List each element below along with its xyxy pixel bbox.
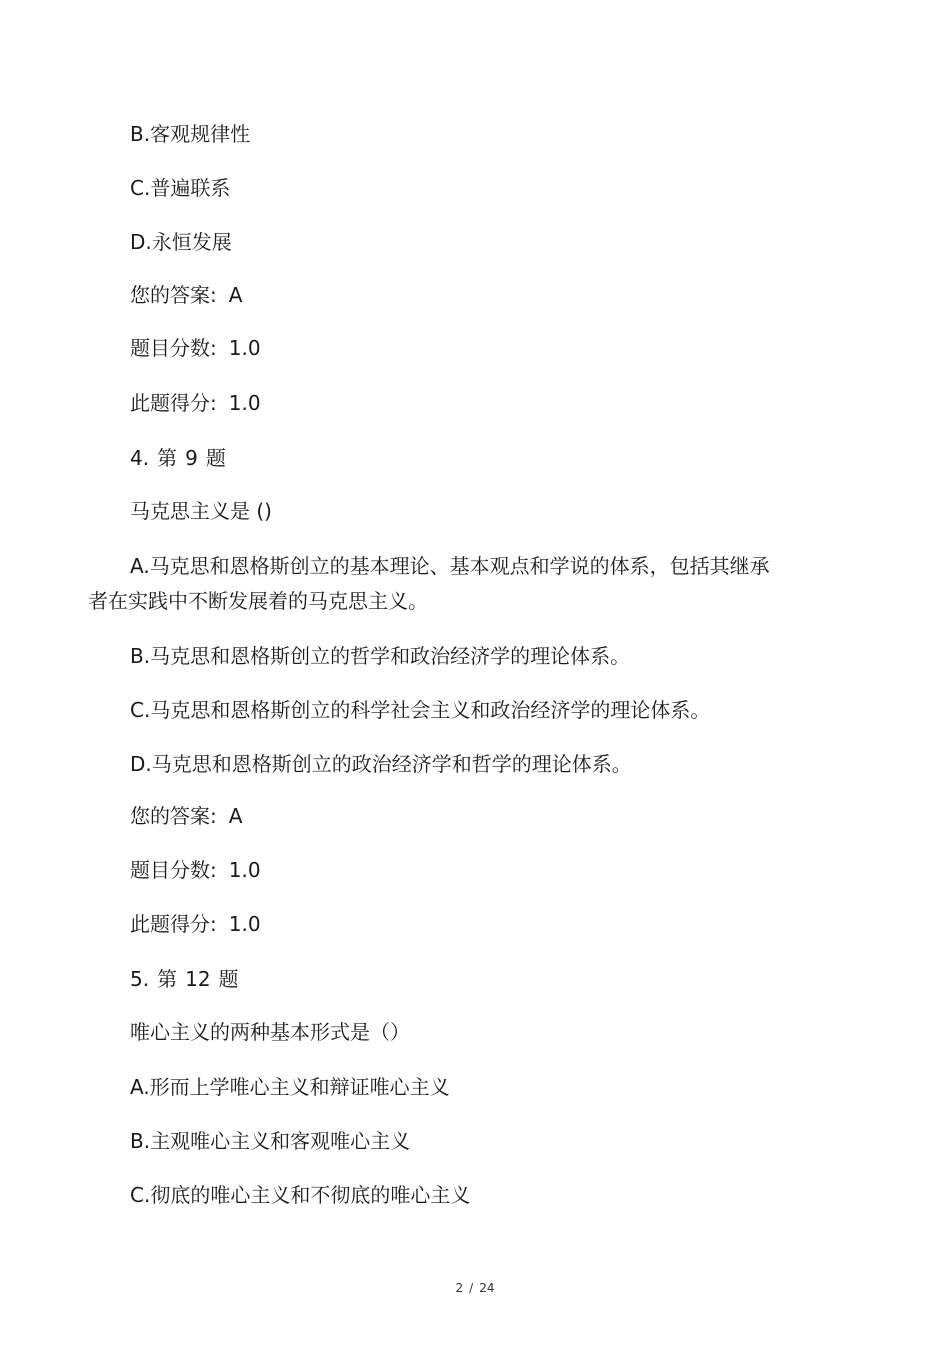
q3-option-d: D.永恒发展 [130, 230, 232, 254]
q3-question-score [130, 335, 261, 361]
question-prefix: 第 [157, 967, 178, 991]
score-value: 1.0 [228, 336, 261, 360]
page-indicator [0, 1281, 950, 1295]
q4-option-c: C.马克思和恩格斯创立的科学社会主义和政治经济学的理论体系。 [130, 698, 711, 722]
q5-option-b: B.主观唯心主义和客观唯心主义 [130, 1129, 411, 1153]
question-suffix: 题 [205, 446, 226, 470]
q4-question-score [130, 857, 261, 883]
q4-earned-score [130, 911, 261, 937]
current-page: 2 [455, 1281, 464, 1295]
q3-earned-score [130, 390, 261, 416]
answer-value: A [228, 283, 243, 307]
answer-label: 您的答案: [130, 804, 217, 828]
answer-value: A [228, 804, 243, 828]
question-number: 9 [185, 446, 198, 470]
question-suffix: 题 [218, 967, 239, 991]
q4-option-a-line2: 者在实践中不断发展着的马克思主义。 [88, 589, 428, 613]
score-value: 1.0 [228, 858, 261, 882]
score-label: 题目分数: [130, 336, 217, 360]
earned-label: 此题得分: [130, 391, 217, 415]
q4-heading [130, 445, 226, 471]
q4-your-answer [130, 803, 242, 829]
q3-option-b: B.客观规律性 [130, 122, 251, 146]
q5-heading [130, 966, 239, 992]
q5-stem: 唯心主义的两种基本形式是（） [130, 1020, 410, 1044]
q4-option-d: D.马克思和恩格斯创立的政治经济学和哲学的理论体系。 [130, 752, 632, 776]
answer-label: 您的答案: [130, 283, 217, 307]
q3-your-answer [130, 282, 242, 308]
earned-value: 1.0 [228, 391, 261, 415]
earned-value: 1.0 [228, 912, 261, 936]
question-index: 5. [130, 967, 150, 991]
earned-label: 此题得分: [130, 912, 217, 936]
q4-stem: 马克思主义是 () [130, 499, 272, 523]
score-label: 题目分数: [130, 858, 217, 882]
q4-option-b: B.马克思和恩格斯创立的哲学和政治经济学的理论体系。 [130, 644, 631, 668]
question-index: 4. [130, 446, 150, 470]
q3-option-c: C.普遍联系 [130, 176, 231, 200]
q5-option-a: A.形而上学唯心主义和辩证唯心主义 [130, 1075, 450, 1099]
question-number: 12 [185, 967, 211, 991]
q4-option-a-line1: A.马克思和恩格斯创立的基本理论、基本观点和学说的体系，包括其继承 [130, 554, 770, 578]
total-pages: 24 [479, 1281, 495, 1295]
question-prefix: 第 [157, 446, 178, 470]
page-separator: / [469, 1281, 474, 1295]
q5-option-c: C.彻底的唯心主义和不彻底的唯心主义 [130, 1183, 471, 1207]
